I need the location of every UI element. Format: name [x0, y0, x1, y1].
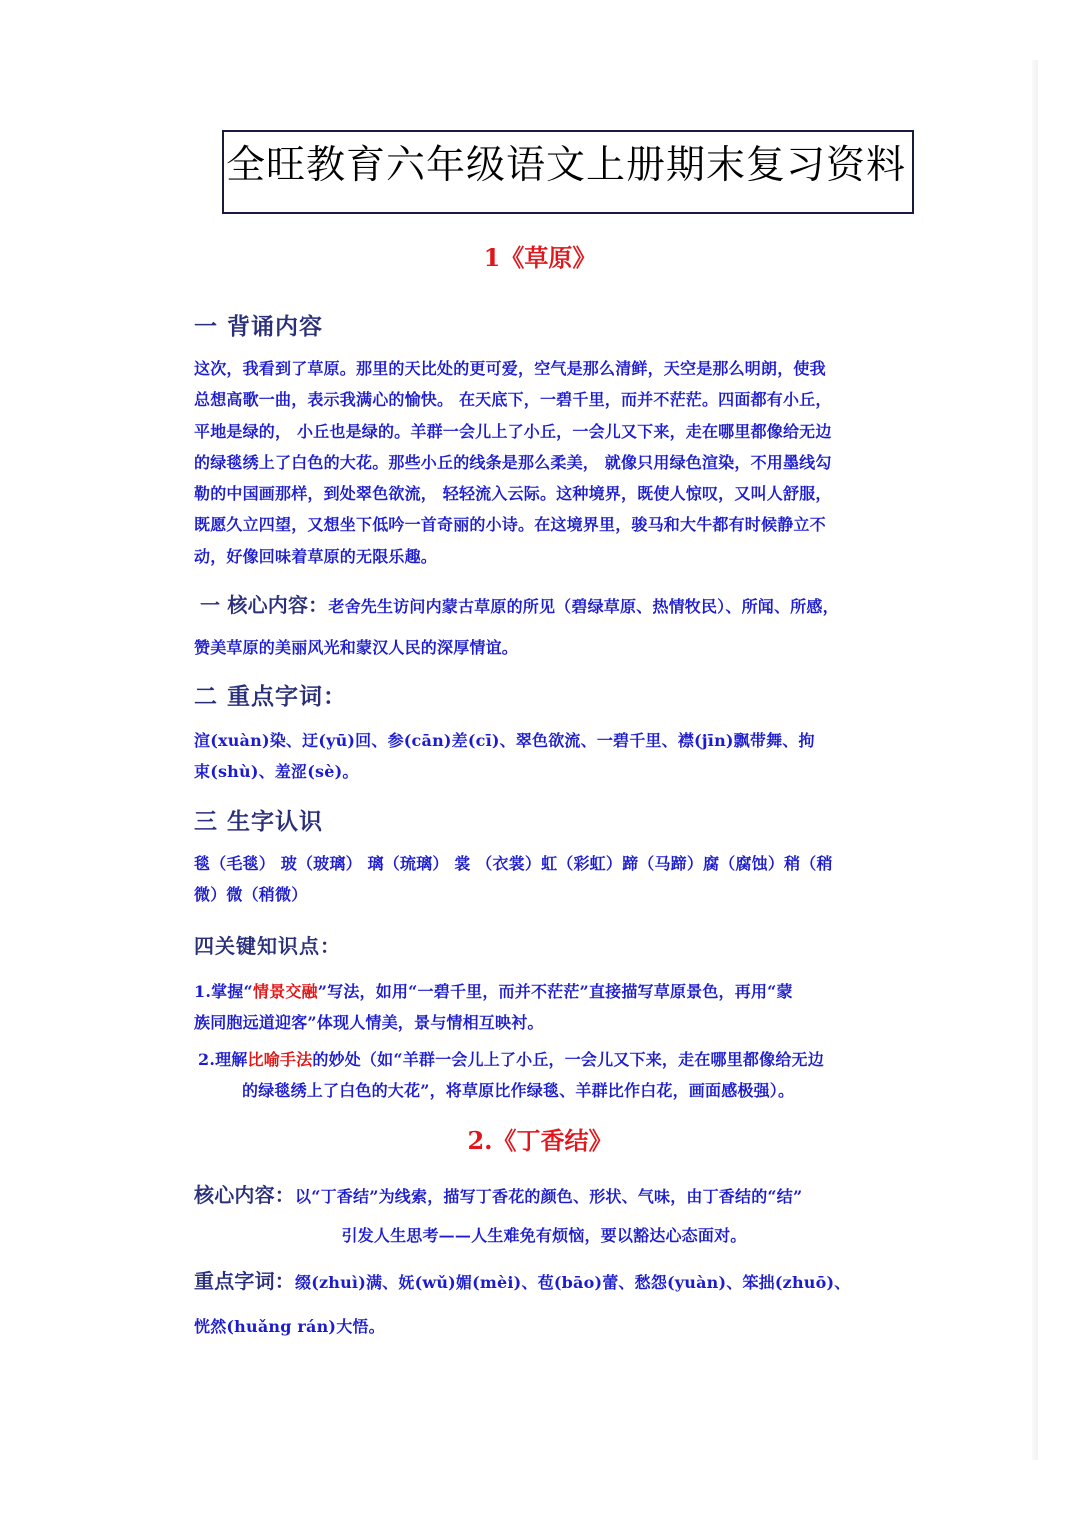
lesson2-keywords-text: 恍然(huǎng rán)大悟。	[194, 1317, 385, 1336]
kp1-line2: 族同胞远道迎客”体现人情美，景与情相互映衬。	[194, 1013, 544, 1033]
recite-paragraph	[194, 353, 894, 572]
lesson2-keywords	[194, 1266, 894, 1298]
lesson2-core-text: 以“丁香结”为线索，描写丁香花的颜色、形状、气味，由丁香结的“结”	[295, 1187, 803, 1206]
kp2-line2: 的绿毯绣上了白色的大花”，将草原比作绿毯、羊群比作白花，画面感极强）。	[242, 1081, 795, 1101]
core-content-text: 老舍先生访问内蒙古草原的所见（碧绿草原、热情牧民）、所闻、所感，	[328, 597, 839, 616]
lesson2-keywords-line2	[194, 1311, 894, 1342]
core-content-text: 赞美草原的美丽风光和蒙汉人民的深厚情谊。	[194, 638, 519, 657]
lesson2-keywords-text: 缀(zhuì)满、妩(wǔ)媚(mèi)、苞(bāo)蕾、愁怨(yuàn)、笨拙(zhuō)、	[295, 1273, 851, 1292]
knowledge-point-2	[198, 1044, 898, 1107]
core-content-label: 一 核心内容：	[200, 593, 329, 617]
newchars-line: 毯（毛毯） 玻（玻璃） 璃（琉璃） 裳 （衣裳）虹（彩虹）蹄（马蹄）腐（腐蚀）稍（稍	[194, 854, 833, 873]
document-title-box	[222, 130, 914, 214]
kp2-suffix: 的妙处（如“羊群一会儿上了小丘，一会儿又下来，走在哪里都像给无边	[312, 1050, 824, 1069]
newchars-heading: 三 生字认识	[194, 808, 324, 835]
kp2-prefix: 2.理解	[198, 1050, 248, 1069]
keywords-line: 束(shù)、羞涩(sè)。	[194, 762, 359, 782]
recite-line: 勒的中国画那样，到处翠色欲流， 轻轻流入云际。这种境界，既使人惊叹，又叫人舒服，	[194, 484, 832, 504]
lesson2-core-text: 引发人生思考——人生难免有烦恼，要以豁达心态面对。	[341, 1226, 747, 1245]
kp1-suffix: ”写法，如用“一碧千里，而并不茫茫”直接描写草原景色，再用“蒙	[317, 982, 793, 1001]
core-content-l1-line2	[194, 632, 894, 663]
lesson2-keywords-label: 重点字词：	[194, 1269, 295, 1293]
newchars-line: 微）微（稍微）	[194, 885, 308, 905]
newchars-paragraph	[194, 848, 894, 911]
lesson2-core-label: 核心内容：	[194, 1183, 295, 1207]
keywords-paragraph	[194, 725, 894, 788]
recite-line: 的绿毯绣上了白色的大花。那些小丘的线条是那么柔美， 就像只用绿色渲染，不用墨线勾	[194, 452, 832, 472]
keywords-heading: 二 重点字词：	[194, 683, 348, 710]
recite-line: 平地是绿的， 小丘也是绿的。羊群一会儿上了小丘，一会儿又下来，走在哪里都像给无边	[194, 421, 832, 441]
lesson2-title: 2.《丁香结》	[467, 1126, 613, 1155]
keywords-line: 渲(xuàn)染、迂(yū)回、参(cān)差(cī)、翠色欲流、一碧千里、襟(jīn)飘带舞、拘	[194, 731, 815, 750]
kp1-prefix: 1.掌握“	[194, 982, 253, 1001]
kp1-highlight: 情景交融	[252, 982, 318, 1001]
recite-line: 动，好像回味着草原的无限乐趣。	[194, 546, 438, 566]
lesson1-title: 1《草原》	[483, 243, 597, 272]
recite-line: 总想高歌一曲，表示我满心的愉快。 在天底下，一碧千里，而并不茫茫。四面都有小丘，	[194, 390, 832, 410]
kp2-highlight: 比喻手法	[247, 1050, 313, 1069]
knowledge-point-1	[194, 976, 894, 1039]
recite-line: 这次，我看到了草原。那里的天比处的更可爱，空气是那么清鲜，天空是那么明朗，使我	[194, 359, 826, 378]
lesson2-core-content	[194, 1180, 894, 1212]
document-title: 全旺教育六年级语文上册期末复习资料	[226, 143, 907, 188]
recite-heading: 一 背诵内容	[194, 313, 324, 340]
core-content-l1	[200, 590, 900, 622]
lesson2-core-line2	[194, 1220, 894, 1251]
knowledge-heading: 四关键知识点：	[194, 934, 341, 958]
recite-line: 既愿久立四望，又想坐下低吟一首奇丽的小诗。在这境界里，骏马和大牛都有时候静立不	[194, 515, 826, 535]
